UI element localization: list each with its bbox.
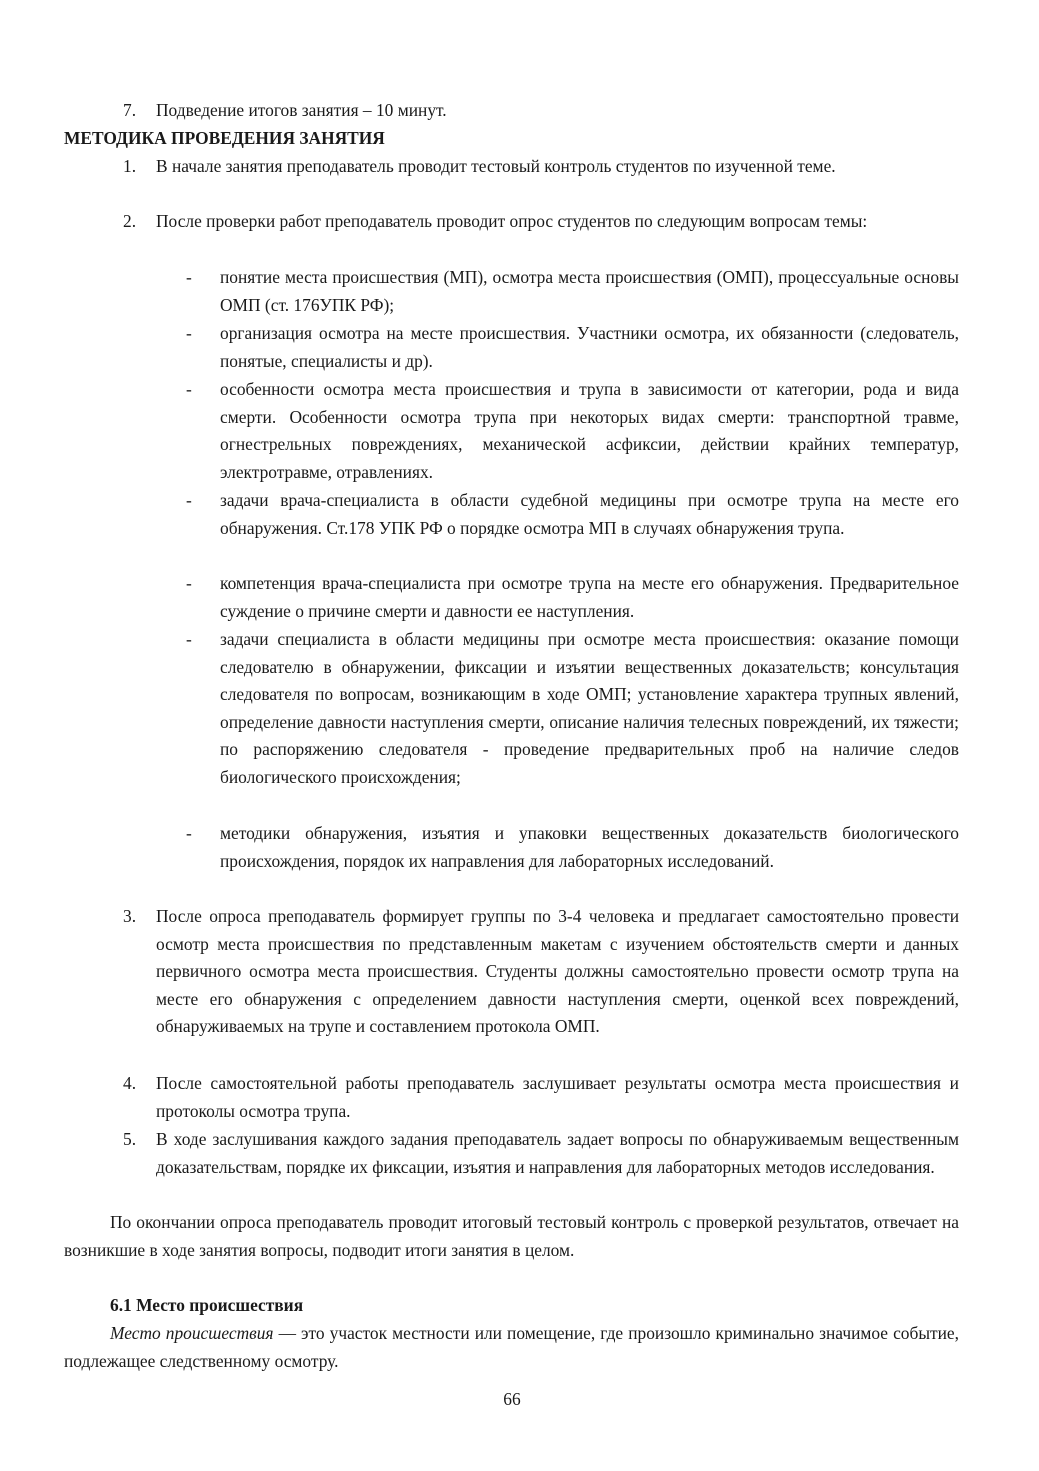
list-number: 3. [123, 906, 137, 926]
bullet-item: компетенция врача-специалиста при осмотре трупа на месте его обнаружения. Предварительное суждение о причине смерти и давности ее наступления. [220, 573, 959, 621]
bullet-item: понятие места происшествия (МП), осмотра места происшествия (ОМП), процессуальные основы ОМП (ст. 176УПК РФ); [220, 267, 959, 315]
bullet-dash: - [186, 323, 192, 343]
bullet-dash: - [186, 379, 192, 399]
list-number: 4. [123, 1073, 137, 1093]
bullet-item: особенности осмотра места происшествия и трупа в зависимости от категории, рода и вида смерти. Особенности осмотра трупа при некоторых видах смерти: транспортной травме, огнестрельных повреждениях, механической асфиксии, действии крайних температур, электротравме, отравлениях. [220, 379, 959, 482]
list-number: 1. [123, 156, 137, 176]
bullet-dash: - [186, 490, 192, 510]
list-number: 5. [123, 1129, 137, 1149]
list-item-text: После опроса преподаватель формирует группы по 3-4 человека и предлагает самостоятельно провести осмотр места происшествия по представленным макетам с изучением обстоятельств смерти и данных первичного осмотра места происшествия. Студенты должны самостоятельно провести осмотр трупа на месте его обнаружения с определением давности наступления смерти, оценкой всех повреждений, обнаруживаемых на трупе и составлением протокола ОМП. [156, 906, 959, 1037]
list-item-text: В начале занятия преподаватель проводит тестовый контроль студентов по изученной теме. [156, 156, 836, 176]
closing-paragraph: По окончании опроса преподаватель проводит итоговый тестовый контроль с проверкой результатов, отвечает на возникшие в ходе занятия вопросы, подводит итоги занятия в целом. [64, 1212, 959, 1260]
bullet-item: задачи специалиста в области медицины при осмотре места происшествия: оказание помощи следователю в обнаружении, фиксации и изъятии вещественных доказательств; консультация следователя по вопросам, возникающим в ходе ОМП; установление характера трупных явлений, определение давности наступления смерти, описание наличия телесных повреждений, их тяжести; по распоряжению следователя - проведение предварительных проб на наличие следов биологического происхождения; [220, 629, 959, 787]
bullet-dash: - [186, 267, 192, 287]
bullet-dash: - [186, 573, 192, 593]
section-heading: 6.1 Место происшествия [110, 1295, 304, 1315]
list-number: 2. [123, 211, 137, 231]
bullet-item: организация осмотра на месте происшествия. Участники осмотра, их обязанности (следователь, понятые, специалисты и др). [220, 323, 959, 371]
methodology-heading: МЕТОДИКА ПРОВЕДЕНИЯ ЗАНЯТИЯ [64, 128, 385, 148]
list-number: 7. [123, 100, 137, 120]
definition-paragraph [64, 1320, 959, 1375]
list-item-text: В ходе заслушивания каждого задания преподаватель задает вопросы по обнаруживаемым вещественным доказательствам, порядке их фиксации, изъятия и направления для лабораторных методов исследования. [156, 1129, 959, 1177]
page-number: 66 [503, 1389, 521, 1409]
list-item-text: Подведение итогов занятия – 10 минут. [156, 100, 447, 120]
bullet-dash: - [186, 629, 192, 649]
bullet-item: задачи врача-специалиста в области судебной медицины при осмотре трупа на месте его обнаружения. Ст.178 УПК РФ о порядке осмотра МП в случаях обнаружения трупа. [220, 490, 959, 538]
bullet-item: методики обнаружения, изъятия и упаковки вещественных доказательств биологического происхождения, порядок их направления для лабораторных исследований. [220, 823, 959, 871]
list-item-text: После проверки работ преподаватель проводит опрос студентов по следующим вопросам темы: [156, 211, 868, 231]
list-item-text: После самостоятельной работы преподаватель заслушивает результаты осмотра места происшествия и протоколы осмотра трупа. [156, 1073, 959, 1121]
definition-term: Место происшествия [110, 1323, 274, 1343]
definition-text: — это участок местности или помещение, где произошло криминально значимое событие, подлежащее следственному осмотру. [64, 1323, 959, 1371]
bullet-dash: - [186, 823, 192, 843]
